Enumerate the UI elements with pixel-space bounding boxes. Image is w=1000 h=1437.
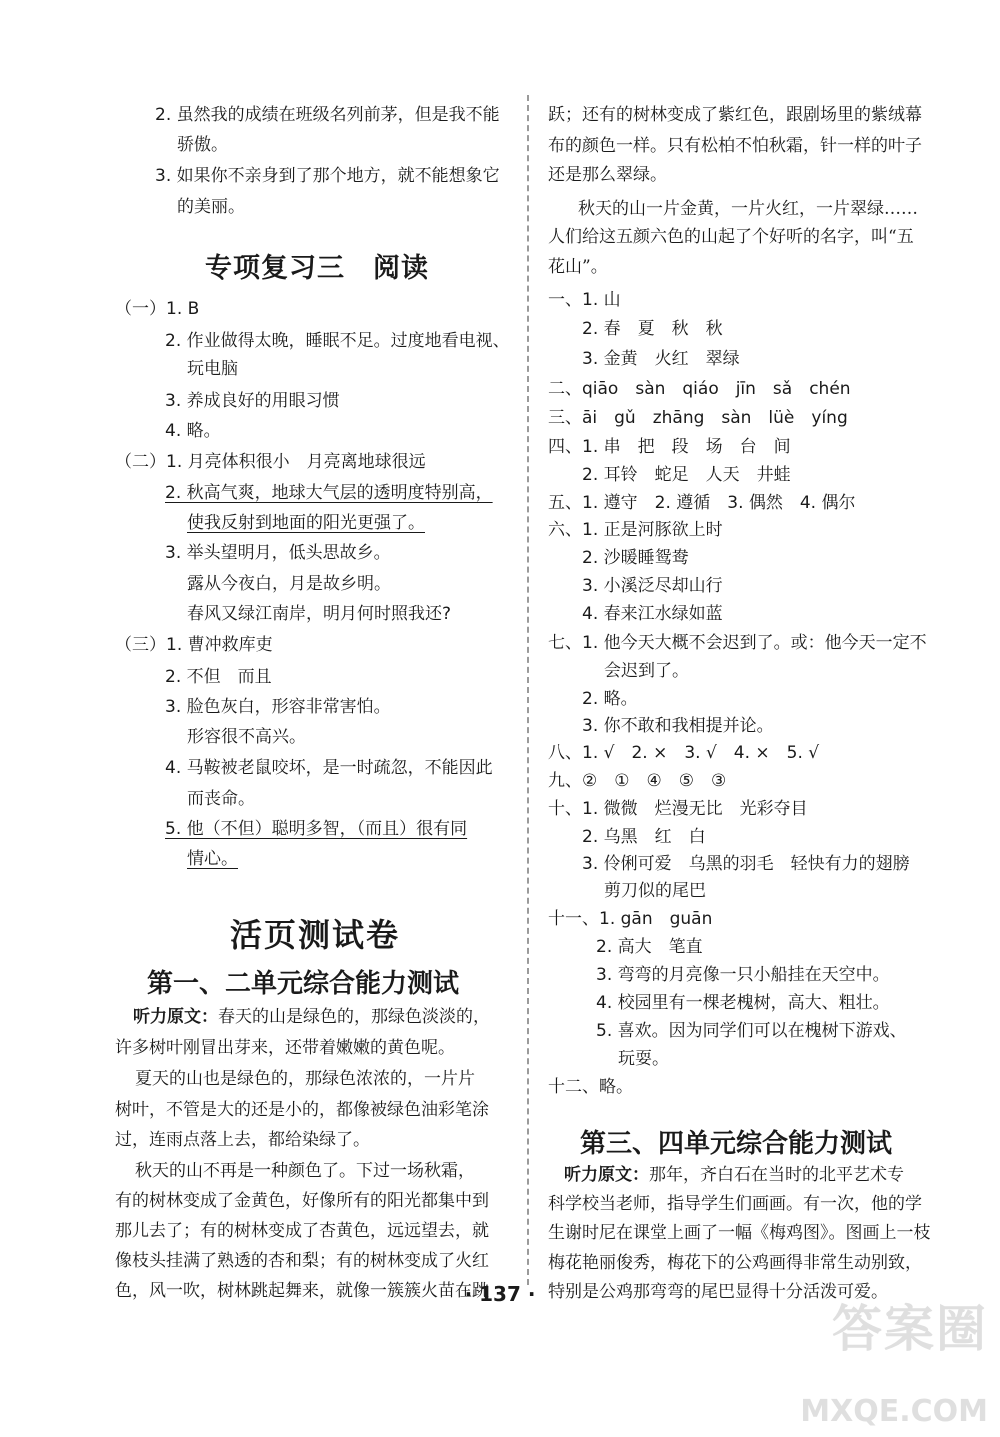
answer-line: 会迟到了。 [604, 661, 689, 681]
answer-line: 2. 耳铃 蛇足 人天 井蛙 [582, 465, 791, 485]
paragraph-line: 还是那么翠绿。 [548, 165, 667, 185]
answer-line: 4. 春来江水绿如蓝 [582, 604, 723, 624]
answer-line: 4. 马鞍被老鼠咬坏，是一时疏忽，不能因此 [165, 758, 493, 778]
big-title: 活页测试卷 [230, 916, 401, 954]
answer-line: 露从今夜白，月是故乡明。 [187, 574, 391, 594]
listening-label: 听力原文： [564, 1165, 649, 1185]
paragraph-line: 人们给这五颜六色的山起了个好听的名字，叫“五 [548, 227, 914, 247]
answer-line: 四、1. 串 把 段 场 台 间 [548, 437, 791, 457]
answer-line: 5. 他（不但）聪明多智，（而且）很有同 [165, 819, 468, 839]
paragraph-line: 像枝头挂满了熟透的杏和梨；有的树林变成了火红 [115, 1251, 489, 1271]
paragraph-line: 那儿去了；有的树林变成了杏黄色，远远望去，就 [115, 1221, 489, 1241]
answer-line: 3. 伶俐可爱 乌黑的羽毛 轻快有力的翅膀 [582, 854, 910, 874]
paragraph-line: 花山”。 [548, 257, 608, 277]
answer-line: 3. 小溪泛尽却山行 [582, 576, 723, 596]
watermark-url: MXQE.COM [800, 1394, 988, 1429]
answer-line: 3. 举头望明月，低头思故乡。 [165, 543, 391, 563]
paragraph-line: 梅花艳丽俊秀，梅花下的公鸡画得非常生动别致， [548, 1253, 922, 1273]
answer-line: 三、āi gǔ zhāng sàn lüè yíng [548, 408, 848, 428]
answer-line: 玩电脑 [187, 359, 238, 379]
answer-line: 使我反射到地面的阳光更强了。 [187, 513, 425, 533]
section-title: 专项复习三 阅读 [205, 253, 429, 284]
paragraph-line: 生谢时尼在课堂上画了一幅《梅鸡图》。图画上一枝 [548, 1223, 931, 1243]
answer-line: 情心。 [187, 849, 238, 869]
watermark-text: 答案圈 [832, 1300, 988, 1358]
answer-line: 十二、略。 [548, 1077, 633, 1097]
answer-line: 4. 校园里有一棵老槐树，高大、粗壮。 [596, 993, 890, 1013]
answer-line: 剪刀似的尾巴 [604, 881, 706, 901]
listening-paragraph [564, 1164, 904, 1186]
paragraph-text: 那年，齐白石在当时的北平艺术专 [649, 1165, 904, 1185]
answer-line: 2. 不但 而且 [165, 667, 272, 687]
watermark-logo [798, 1289, 988, 1429]
answer-line: 4. 略。 [165, 421, 221, 441]
answer-line: 5. 喜欢。因为同学们可以在槐树下游戏、 [596, 1021, 907, 1041]
answer-line: （二）1. 月亮体积很小 月亮离地球很远 [115, 452, 426, 472]
answer-line: 八、1. √ 2. × 3. √ 4. × 5. √ [548, 743, 820, 763]
answer-line: 玩耍。 [618, 1049, 669, 1069]
answer-line: 2. 秋高气爽，地球大气层的透明度特别高， [165, 483, 493, 503]
answer-line: 2. 高大 笔直 [596, 937, 703, 957]
paragraph-line: 特别是公鸡那弯弯的尾巴显得十分活泼可爱。 [548, 1282, 888, 1302]
paragraph-line: 秋天的山不再是一种颜色了。下过一场秋霜， [135, 1161, 475, 1181]
column-divider [527, 95, 529, 1285]
paragraph-line: 许多树叶刚冒出芽来，还带着嫩嫩的黄色呢。 [115, 1038, 455, 1058]
test-title: 第一、二单元综合能力测试 [147, 969, 460, 999]
paragraph-line: 秋天的山一片金黄，一片火红，一片翠绿…… [578, 199, 918, 219]
paragraph-line: 树叶，不管是大的还是小的，都像被绿色油彩笔涂 [115, 1100, 489, 1120]
paragraph-line: 色，风一吹，树林跳起舞来，就像一簇簇火苗在跳 [115, 1281, 489, 1301]
answer-line: 九、② ① ④ ⑤ ③ [548, 771, 727, 791]
answer-line: 六、1. 正是河豚欲上时 [548, 520, 723, 540]
answer-line: 而丧命。 [187, 789, 255, 809]
answer-line: 3. 养成良好的用眼习惯 [165, 391, 340, 411]
page-number: · 137 · [464, 1282, 536, 1306]
answer-line: 3. 如果你不亲身到了那个地方，就不能想象它 [155, 166, 500, 186]
answer-line: 十一、1. gān guān [548, 909, 713, 929]
answer-line: 二、qiāo sàn qiáo jīn sǎ chén [548, 379, 851, 399]
answer-line: 骄傲。 [177, 135, 228, 155]
answer-line: 七、1. 他今天大概不会迟到了。或：他今天一定不 [548, 633, 927, 653]
paragraph-line: 跃；还有的树林变成了紫红色，跟剧场里的紫绒幕 [548, 105, 922, 125]
answer-line: 2. 春 夏 秋 秋 [582, 319, 723, 339]
paragraph-text: 春天的山是绿色的，那绿色淡淡的， [218, 1007, 490, 1027]
answer-line: 3. 弯弯的月亮像一只小船挂在天空中。 [596, 965, 890, 985]
paragraph-line: 过，连雨点落上去，都给染绿了。 [115, 1130, 370, 1150]
answer-line: 3. 你不敢和我相提并论。 [582, 716, 774, 736]
test-title: 第三、四单元综合能力测试 [580, 1129, 893, 1159]
answer-line: （一）1. B [115, 299, 200, 319]
paragraph-line: 有的树林变成了金黄色，好像所有的阳光都集中到 [115, 1191, 489, 1211]
answer-line: （三）1. 曹冲救库吏 [115, 635, 273, 655]
answer-line: 2. 略。 [582, 689, 638, 709]
paragraph-line: 科学校当老师，指导学生们画画。有一次，他的学 [548, 1194, 922, 1214]
listening-label: 听力原文： [133, 1007, 218, 1027]
listening-paragraph [133, 1006, 490, 1028]
answer-line: 3. 金黄 火红 翠绿 [582, 349, 740, 369]
answer-line: 十、1. 微微 烂漫无比 光彩夺目 [548, 799, 808, 819]
answer-line: 2. 沙暖睡鸳鸯 [582, 548, 689, 568]
answer-line: 2. 虽然我的成绩在班级名列前茅，但是我不能 [155, 105, 500, 125]
answer-line: 3. 脸色灰白，形容非常害怕。 [165, 697, 391, 717]
answer-line: 春风又绿江南岸，明月何时照我还? [187, 604, 452, 624]
paragraph-line: 夏天的山也是绿色的，那绿色浓浓的，一片片 [135, 1069, 475, 1089]
answer-line: 一、1. 山 [548, 290, 621, 310]
answer-line: 形容很不高兴。 [187, 727, 306, 747]
answer-line: 五、1. 遵守 2. 遵循 3. 偶然 4. 偶尔 [548, 493, 856, 513]
answer-line: 的美丽。 [177, 197, 245, 217]
paragraph-line: 布的颜色一样。只有松柏不怕秋霜，针一样的叶子 [548, 136, 922, 156]
answer-line: 2. 作业做得太晚，睡眠不足。过度地看电视、 [165, 331, 510, 351]
answer-line: 2. 乌黑 红 白 [582, 827, 706, 847]
